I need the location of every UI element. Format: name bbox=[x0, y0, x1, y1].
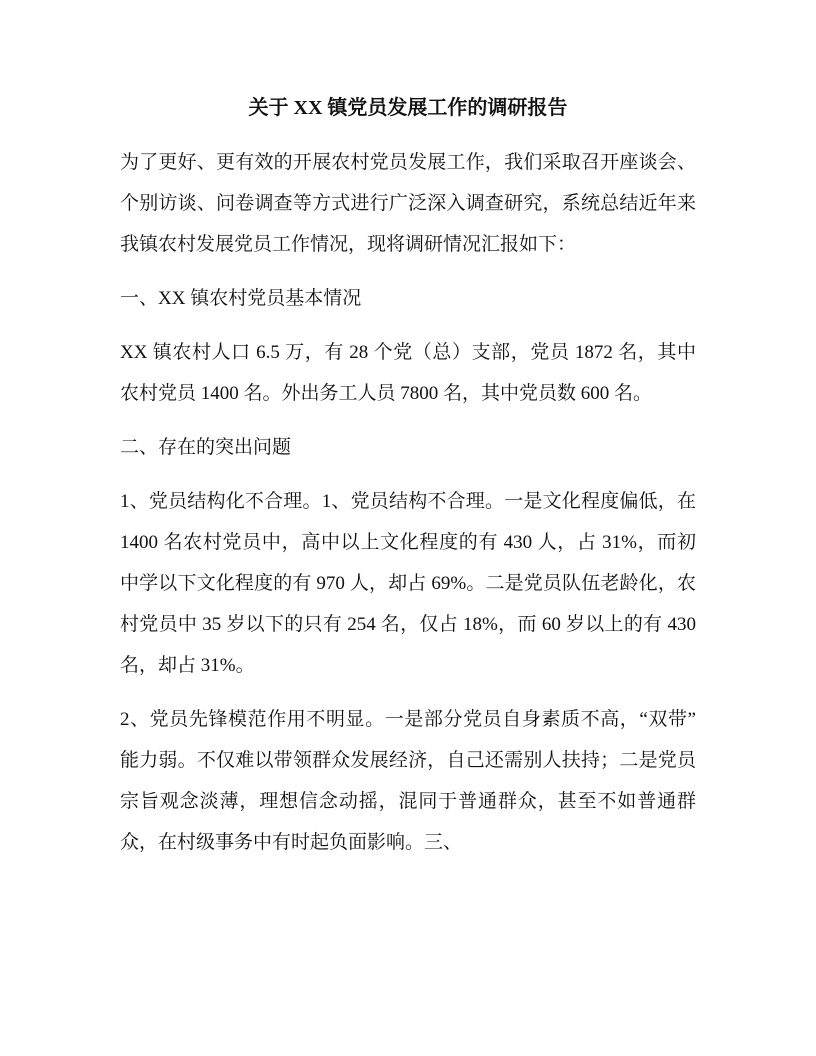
paragraph-basic-situation: XX 镇农村人口 6.5 万，有 28 个党（总）支部，党员 1872 名，其中农村党员 1400 名。外出务工人员 7800 名，其中党员数 600 名。 bbox=[120, 342, 696, 404]
paragraph-intro: 为了更好、更有效的开展农村党员发展工作，我们采取召开座谈会、个别访谈、问卷调查等方式进行广泛深入调查研究，系统总结近年来我镇农村发展党员工作情况，现将调研情况汇报如下： bbox=[120, 152, 696, 255]
paragraph-problem-1: 1、党员结构化不合理。1、党员结构不合理。一是文化程度偏低，在 1400 名农村党员中，高中以上文化程度的有 430 人，占 31%，而初中学以下文化程度的有 970 人，却占 69%。二是党员队伍老龄化，农村党员中 35 岁以下的只有 254 名，仅占 18%，而 60 岁以上的有 430 名，却占 31%。 bbox=[120, 491, 696, 676]
section-heading-2: 二、存在的突出问题 bbox=[120, 437, 292, 458]
document-title: 关于 XX 镇党员发展工作的调研报告 bbox=[248, 97, 568, 119]
section-heading-1: 一、XX 镇农村党员基本情况 bbox=[120, 288, 362, 309]
paragraph-problem-2: 2、党员先锋模范作用不明显。一是部分党员自身素质不高，“双带”能力弱。不仅难以带领群众发展经济，自己还需别人扶持；二是党员宗旨观念淡薄，理想信念动摇，混同于普通群众，甚至不如普通群众，在村级事务中有时起负面影响。三、 bbox=[120, 709, 696, 853]
